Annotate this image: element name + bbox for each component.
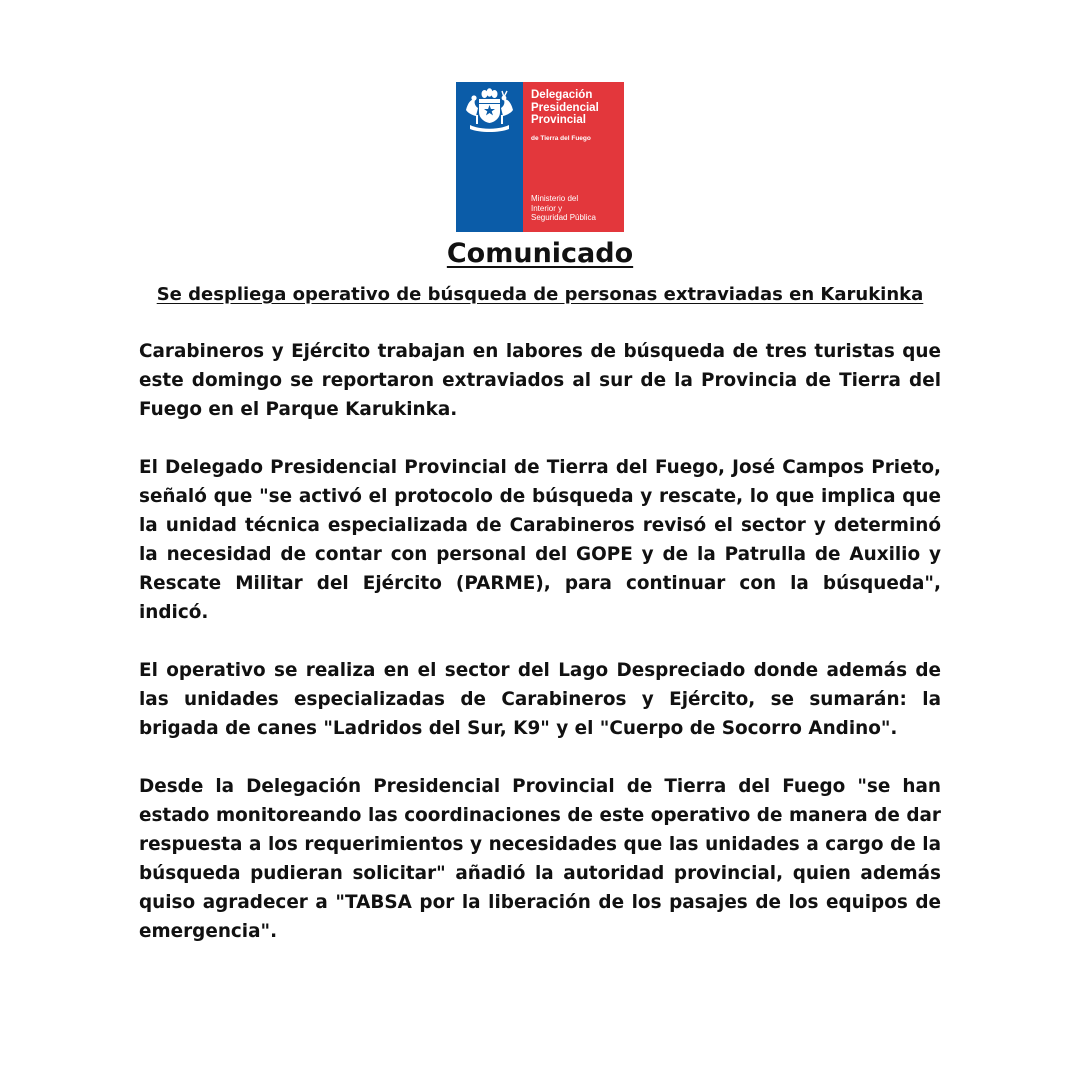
org-name (531, 89, 623, 127)
ministry-line: Seguridad Pública (531, 213, 596, 223)
org-subtitle: de Tierra del Fuego (531, 135, 591, 142)
org-name-line: Provincial (531, 114, 586, 126)
logo-red-panel (523, 82, 624, 232)
body-paragraph: Desde la Delegación Presidencial Provincial de Tierra del Fuego "se han estado monitoreando las coordinaciones de este operativo de manera de dar respuesta a los requerimientos y necesidades que las unidades a cargo de la búsqueda pudieran solicitar" añadió la autoridad provincial, quien además quiso agradecer a "TABSA por la liberación de los pasajes de los equipos de emergencia". (139, 776, 941, 942)
org-name-line: Presidencial (531, 101, 599, 114)
coat-of-arms-icon (462, 88, 517, 134)
document-subtitle: Se despliega operativo de búsqueda de personas extraviadas en Karukinka (156, 284, 924, 305)
ministry-name (531, 194, 621, 223)
logo-blue-panel (456, 82, 523, 232)
body-paragraph: El operativo se realiza en el sector del Lago Despreciado donde además de las unidades especializadas de Carabineros y Ejército, se sumarán: la brigada de canes "Ladridos del Sur, K9" y el "Cuerpo de Socorro Andino". (139, 660, 941, 739)
document-body (139, 337, 941, 975)
body-paragraph: Carabineros y Ejército trabajan en labores de búsqueda de tres turistas que este domingo se reportaron extraviados al sur de la Provincia de Tierra del Fuego en el Parque Karukinka. (139, 341, 941, 420)
ministry-line: Interior y (531, 203, 563, 213)
org-name-line: Delegación (531, 89, 593, 101)
ministry-line: Ministerio del (531, 194, 579, 203)
institution-logo (456, 82, 624, 232)
document-title: Comunicado (446, 238, 634, 269)
body-paragraph: El Delegado Presidencial Provincial de Tierra del Fuego, José Campos Prieto, señaló que "se activó el protocolo de búsqueda y rescate, lo que implica que la unidad técnica especializada de Carabineros revisó el sector y determinó la necesidad de contar con personal del GOPE y de la Patrulla de Auxilio y Rescate Militar del Ejército (PARME), para continuar con la búsqueda", indicó. (139, 457, 941, 623)
